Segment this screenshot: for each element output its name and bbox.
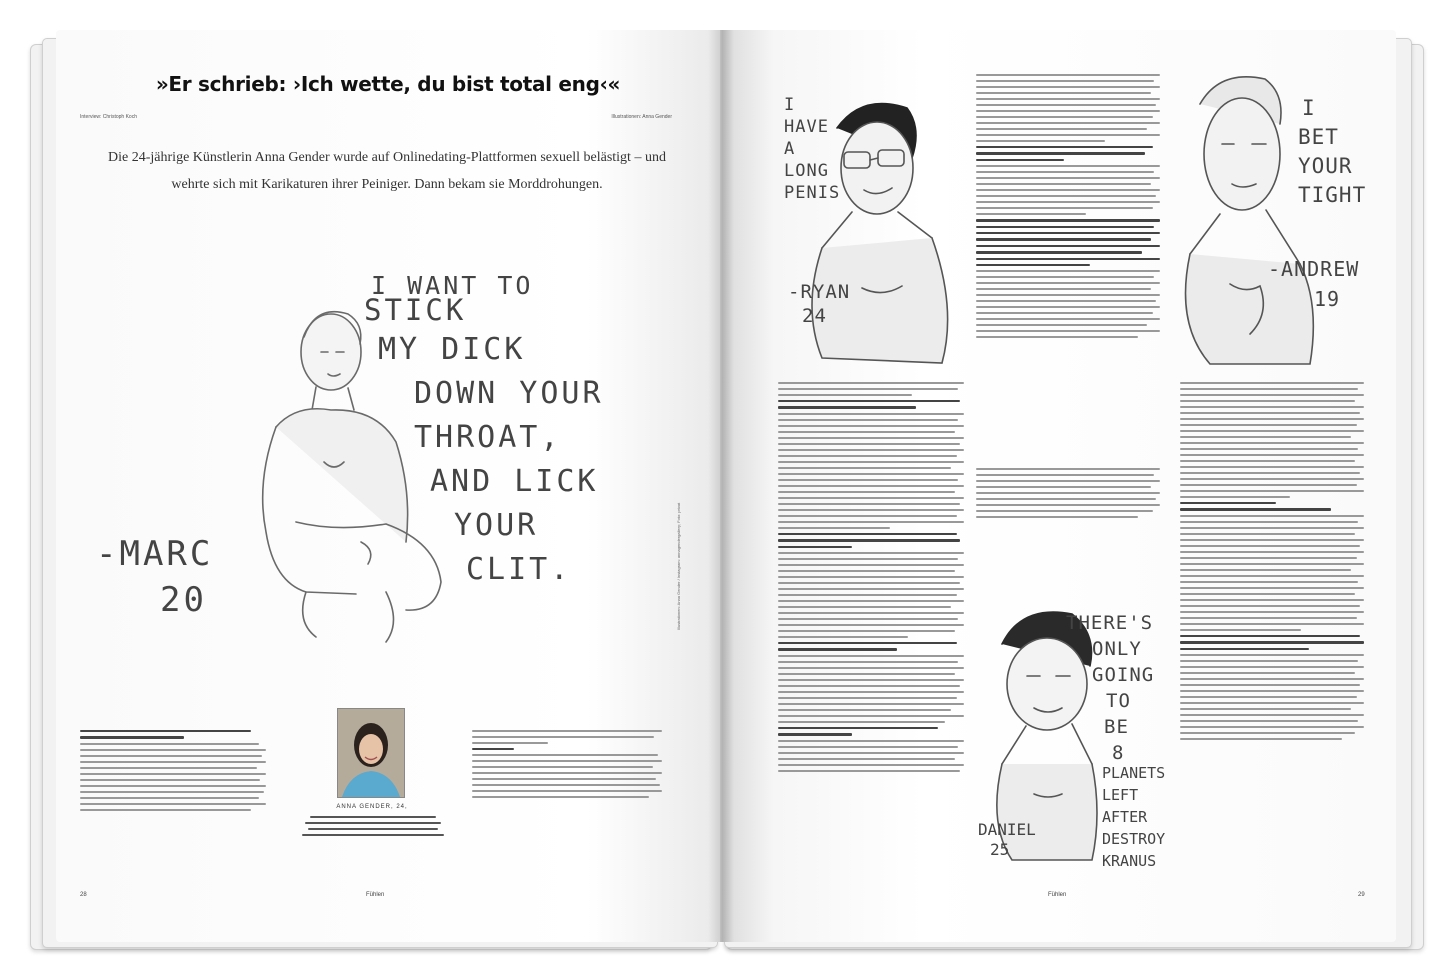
caption-age-marc: 20 <box>160 580 207 620</box>
caption-line: HAVE <box>784 117 829 137</box>
caption-line: THERE'S <box>1066 612 1154 634</box>
caption-line: AND LICK <box>430 464 599 499</box>
caption-name: DANIEL <box>978 820 1036 839</box>
illustration-credit: Illustrationen: Anna Gender <box>611 114 672 120</box>
caption-line: GOING <box>1092 664 1155 686</box>
caption-line: AFTER <box>1102 808 1148 826</box>
right-page <box>720 30 1396 942</box>
caption-line: PLANETS <box>1102 764 1166 782</box>
body-column-middle-lower <box>976 468 1160 538</box>
portrait-caption-name: ANNA GENDER, 24, <box>336 804 408 810</box>
caption-line: A <box>784 139 796 159</box>
caption-text-marc-3 <box>378 328 604 592</box>
caption-name-daniel <box>978 820 1036 860</box>
page-number-left: 28 <box>80 892 87 898</box>
caption-line: ONLY <box>1092 638 1142 660</box>
caption-line: I WANT TO <box>371 271 534 300</box>
caption-line: YOUR <box>454 508 539 543</box>
caption-line: I <box>1302 96 1316 120</box>
caption-line: DESTROY <box>1102 830 1166 848</box>
page-number-right: 29 <box>1358 892 1365 898</box>
caption-line: STICK <box>364 293 467 327</box>
caption-text-daniel <box>1066 610 1154 766</box>
portrait-caption-body <box>294 816 452 850</box>
body-column-middle-top <box>976 74 1160 514</box>
caption-line: 8 <box>1112 742 1125 764</box>
article-lede: Die 24-jährige Künstlerin Anna Gender wurde auf Onlinedating-Plattformen sexuell belästigt – und wehrte sich mit Karikaturen ihrer Peiniger. Dann bekam sie Morddrohungen. <box>108 150 666 192</box>
interview-credit: Interview: Christoph Koch <box>80 114 137 120</box>
caption-name-ryan <box>788 280 850 328</box>
caption-line: MY DICK <box>378 332 526 367</box>
left-page <box>56 30 720 942</box>
gutter-shadow <box>708 30 734 942</box>
article-title: »Er schrieb: ›Ich wette, du bist total eng‹« <box>155 72 621 96</box>
caption-line: CLIT. <box>466 552 572 587</box>
section-name-right: Fühlen <box>1048 892 1067 898</box>
vertical-photo-credit: Illustrationen: Anna Gender / Instagram: annagendergallery; Foto: privat <box>676 502 681 630</box>
caption-name: -RYAN <box>788 281 851 303</box>
body-column-right-lower <box>1180 382 1364 890</box>
caption-line: DOWN YOUR <box>414 376 604 411</box>
caption-line: LONG <box>784 161 829 181</box>
body-column-3 <box>472 730 662 890</box>
caption-line: TO <box>1106 690 1131 712</box>
caption-text-daniel-2 <box>1102 762 1165 872</box>
caption-age: 24 <box>802 305 827 327</box>
caption-name: -ANDREW <box>1268 257 1360 281</box>
caption-line: THROAT, <box>414 420 562 455</box>
caption-line: PENIS <box>784 183 841 203</box>
caption-line: BET <box>1298 125 1339 149</box>
caption-line: YOUR <box>1298 154 1353 178</box>
caption-age: 25 <box>990 840 1010 859</box>
caption-line: KRANUS <box>1102 852 1157 870</box>
section-name-left: Fühlen <box>366 892 385 898</box>
caption-text-marc-2 <box>364 288 466 332</box>
author-portrait-photo <box>337 708 405 798</box>
caption-line: TIGHT <box>1298 183 1367 207</box>
body-column-left-lower <box>778 382 964 890</box>
caption-line: I <box>784 95 796 115</box>
caption-age: 19 <box>1314 287 1341 311</box>
caption-line: BE <box>1104 716 1129 738</box>
caption-line: LEFT <box>1102 786 1139 804</box>
caption-text-andrew <box>1298 94 1366 210</box>
body-column-1 <box>80 730 266 890</box>
caption-name-marc: -MARC <box>96 534 214 574</box>
caption-text-ryan <box>784 94 840 204</box>
caption-name-andrew <box>1268 254 1359 314</box>
